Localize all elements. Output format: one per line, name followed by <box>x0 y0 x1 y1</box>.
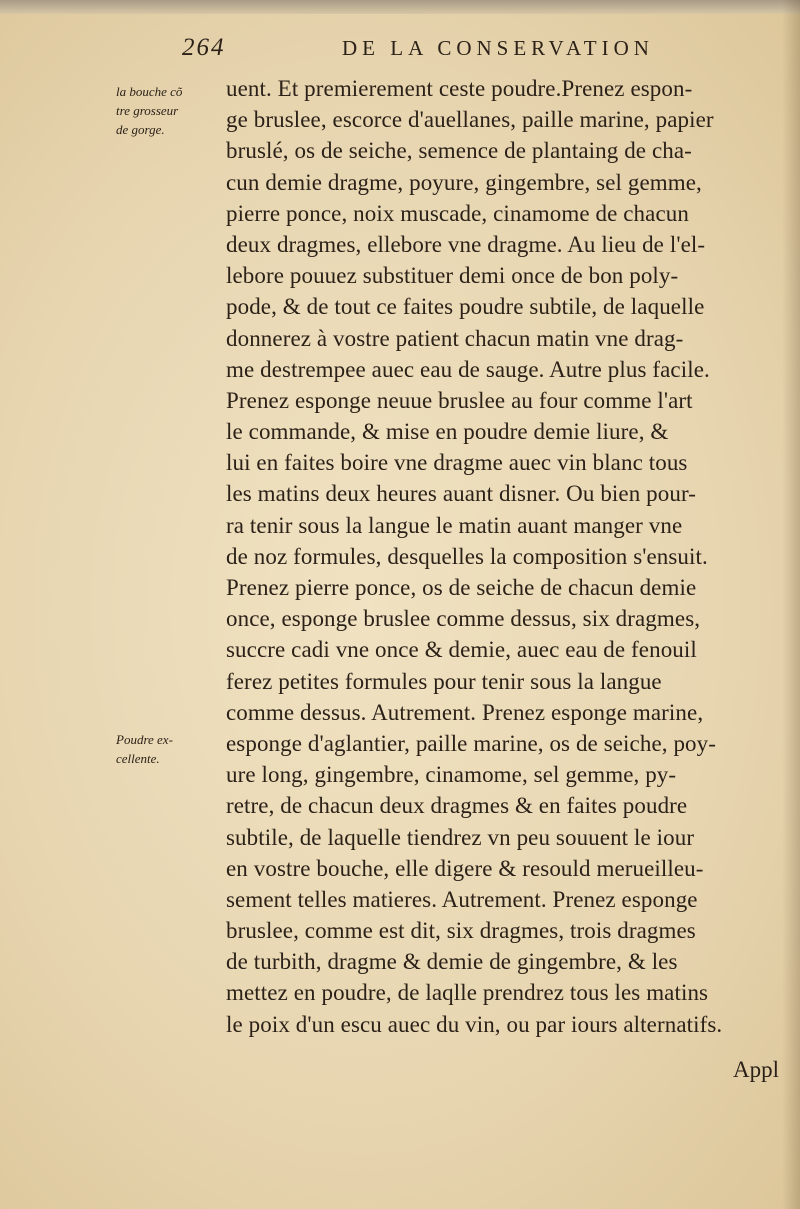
text-line: once, esponge bruslee comme dessus, six dragmes, <box>226 606 701 633</box>
text-line: le poix d'un escu auec du vin, ou par iours alternatifs. <box>226 1011 723 1038</box>
text-line: donnerez à vostre patient chacun matin vne drag- <box>226 325 684 352</box>
catchword: Appl <box>733 1057 779 1082</box>
text-line: le commande, & mise en poudre demie liure, & <box>226 419 669 446</box>
text-line: Prenez pierre ponce, os de seiche de chacun demie <box>226 575 697 601</box>
text-line: pierre ponce, noix muscade, cinamome de chacun <box>226 200 689 227</box>
margin-note-line: cellente. <box>116 751 160 766</box>
text-line: pode, & de tout ce faites poudre subtile, de laquelle <box>226 294 705 321</box>
text-line: de turbith, dragme & demie de gingembre, & les <box>226 949 678 976</box>
text-line: me destrempee auec eau de sauge. Autre plus facile. <box>226 356 710 383</box>
page-header <box>0 34 800 66</box>
text-line: ferez petites formules pour tenir sous la langue <box>226 668 662 695</box>
text-line: lebore pouuez substituer demi once de bon poly- <box>226 263 679 290</box>
text-line: bruslé, os de seiche, semence de plantaing de cha- <box>226 138 692 165</box>
margin-note-line: tre grosseur <box>116 103 179 118</box>
text-line: ra tenir sous la langue le matin auant manger vne <box>226 512 683 539</box>
text-line: lui en faites boire vne dragme auec vin blanc tous <box>226 450 688 477</box>
text-line: cun demie dragme, poyure, gingembre, sel gemme, <box>226 169 702 196</box>
margin-note-gorge <box>116 82 226 139</box>
page-top-edge <box>0 0 800 14</box>
text-line: comme dessus. Autrement. Prenez esponge marine, <box>226 699 704 726</box>
margin-note-line: de gorge. <box>116 122 165 137</box>
text-line: esponge d'aglantier, paille marine, os de seiche, poy- <box>226 730 716 757</box>
text-line: uent. Et premierement ceste poudre.Prenez espon- <box>226 76 693 102</box>
margin-note-line: la bouche cõ <box>116 84 183 99</box>
text-line: Prenez esponge neuue bruslee au four comme l'art <box>226 387 693 414</box>
margin-note-line: Poudre ex- <box>116 732 173 747</box>
text-line: bruslee, comme est dit, six dragmes, trois dragmes <box>226 918 696 945</box>
text-line: retre, de chacun deux dragmes & en faites poudre <box>226 793 688 820</box>
text-line: en vostre bouche, elle digere & resould merueilleu- <box>226 855 704 882</box>
body-text <box>226 74 786 1041</box>
text-line: mettez en poudre, de laqlle prendrez tous les matins <box>226 980 709 1007</box>
running-head: DE LA CONSERVATION <box>342 36 654 60</box>
text-line: ure long, gingembre, cinamome, sel gemme, py- <box>226 762 677 789</box>
margin-note-poudre <box>116 730 226 768</box>
text-line: sement telles matieres. Autrement. Prenez esponge <box>226 886 698 913</box>
page-number: 264 <box>182 34 226 61</box>
text-line: deux dragmes, ellebore vne dragme. Au lieu de l'el- <box>226 231 706 258</box>
text-line: les matins deux heures auant disner. Ou bien pour- <box>226 481 697 508</box>
text-line: subtile, de laquelle tiendrez vn peu souuent le iour <box>226 824 695 851</box>
text-line: de noz formules, desquelles la composition s'ensuit. <box>226 543 708 570</box>
text-line: succre cadi vne once & demie, auec eau de fenouil <box>226 637 697 664</box>
text-line: ge bruslee, escorce d'auellanes, paille marine, papier <box>226 107 714 134</box>
